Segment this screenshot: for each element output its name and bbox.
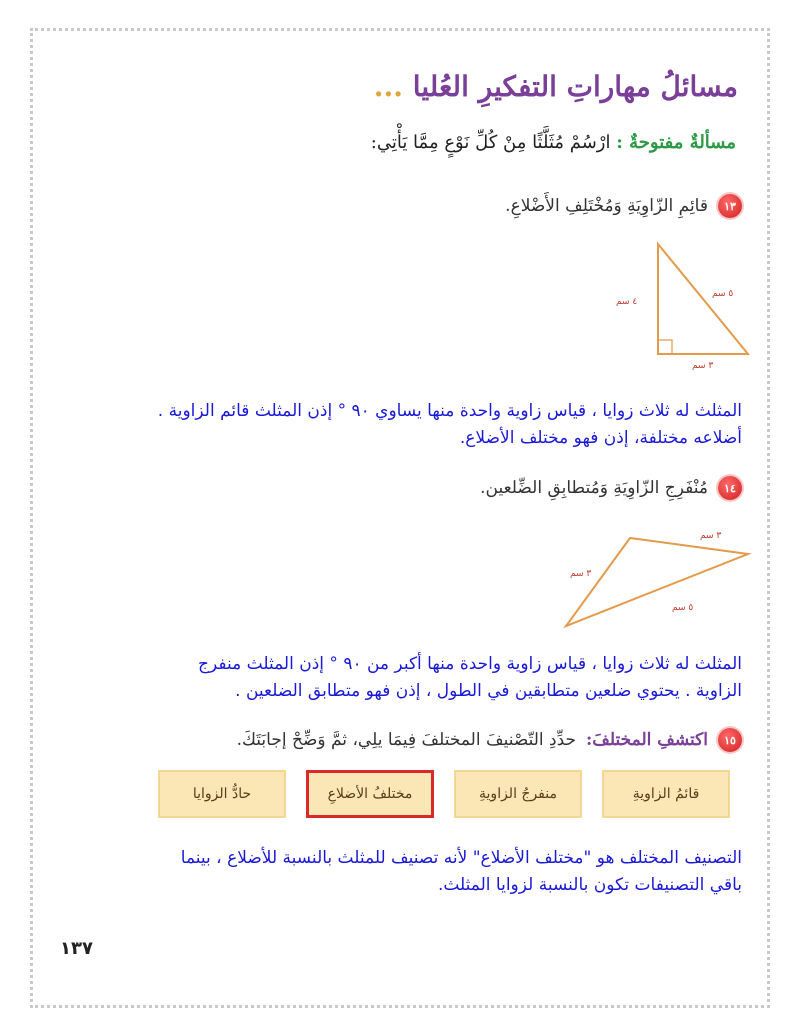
answer-line: المثلث له ثلاث زوايا ، قياس زاوية واحدة منها يساوي ٩٠ ° إذن المثلث قائم الزاوية .	[157, 401, 742, 421]
section-title-text: مسائلُ مهاراتِ التفكيرِ العُليا	[412, 70, 738, 103]
right-angle-marker	[658, 340, 672, 354]
problem-text: حدِّدِ التّصْنيفَ المختلفَ فِيمَا يلِي، ثمَّ وَضِّحْ إجابَتَكَ.	[236, 730, 577, 750]
top-side-label: ٣ سم	[700, 531, 722, 541]
problem-number-badge: ١٣	[718, 194, 742, 218]
section-title-dots: ...	[373, 70, 404, 103]
classification-options	[158, 770, 730, 818]
problem-number-badge: ١٤	[718, 476, 742, 500]
bottom-side-label: ٥ سم	[672, 603, 694, 613]
option-right-angle: قائمُ الزاويةِ	[602, 770, 730, 818]
right-triangle-figure	[600, 238, 760, 373]
obtuse-triangle-figure	[540, 518, 780, 636]
open-question-label: مسألةٌ مفتوحةٌ :	[616, 132, 736, 153]
answer-13	[60, 398, 742, 452]
open-question-intro	[371, 132, 736, 153]
problem-15	[237, 728, 742, 752]
answer-line: المثلث له ثلاث زوايا ، قياس زاوية واحدة منها أكبر من ٩٠ ° إذن المثلث منفرج	[198, 654, 742, 674]
right-triangle	[658, 244, 748, 354]
problem-number-badge: ١٥	[718, 728, 742, 752]
problem-14	[480, 476, 742, 500]
open-question-text: ارْسُمْ مُثَلَّثًا مِنْ كُلِّ نَوْعٍ مِمَّا يَأْتِي:	[370, 132, 611, 153]
answer-14	[60, 651, 742, 705]
answer-line: الزاوية . يحتوي ضلعين متطابقين في الطول ، إذن فهو متطابق الضلعين .	[235, 681, 742, 701]
option-acute-angles: حادُّ الزوايا	[158, 770, 286, 818]
answer-15	[60, 845, 742, 899]
obtuse-triangle	[566, 538, 748, 626]
left-side-label: ٣ سم	[570, 569, 592, 579]
section-title	[374, 70, 738, 103]
option-obtuse-angle: منفرجُ الزاويةِ	[454, 770, 582, 818]
answer-line: أضلاعه مختلفة، إذن فهو مختلف الأضلاع.	[459, 428, 742, 448]
problem-text: قائِمِ الزّاوِيَةِ وَمُخْتَلِفِ الأَضْلاعِ.	[505, 196, 708, 216]
problem-13	[505, 194, 742, 218]
answer-line: التصنيف المختلف هو "مختلف الأضلاع" لأنه تصنيف للمثلث بالنسبة للأضلاع ، بينما	[180, 848, 742, 868]
answer-line: باقي التصنيفات تكون بالنسبة لزوايا المثلث.	[437, 875, 742, 895]
base-side-label: ٣ سم	[692, 361, 714, 371]
vertical-side-label: ٤ سم	[616, 297, 638, 307]
hypotenuse-label: ٥ سم	[712, 289, 734, 299]
problem-text: مُنْفَرِجِ الزّاوِيَةِ وَمُتطابِقِ الضِّلعين.	[480, 478, 708, 498]
find-different-label: اكتشفِ المختلفَ:	[586, 730, 708, 750]
option-scalene-selected: مختلفُ الأضلاعِ	[306, 770, 434, 818]
page-number: ١٣٧	[60, 938, 93, 959]
